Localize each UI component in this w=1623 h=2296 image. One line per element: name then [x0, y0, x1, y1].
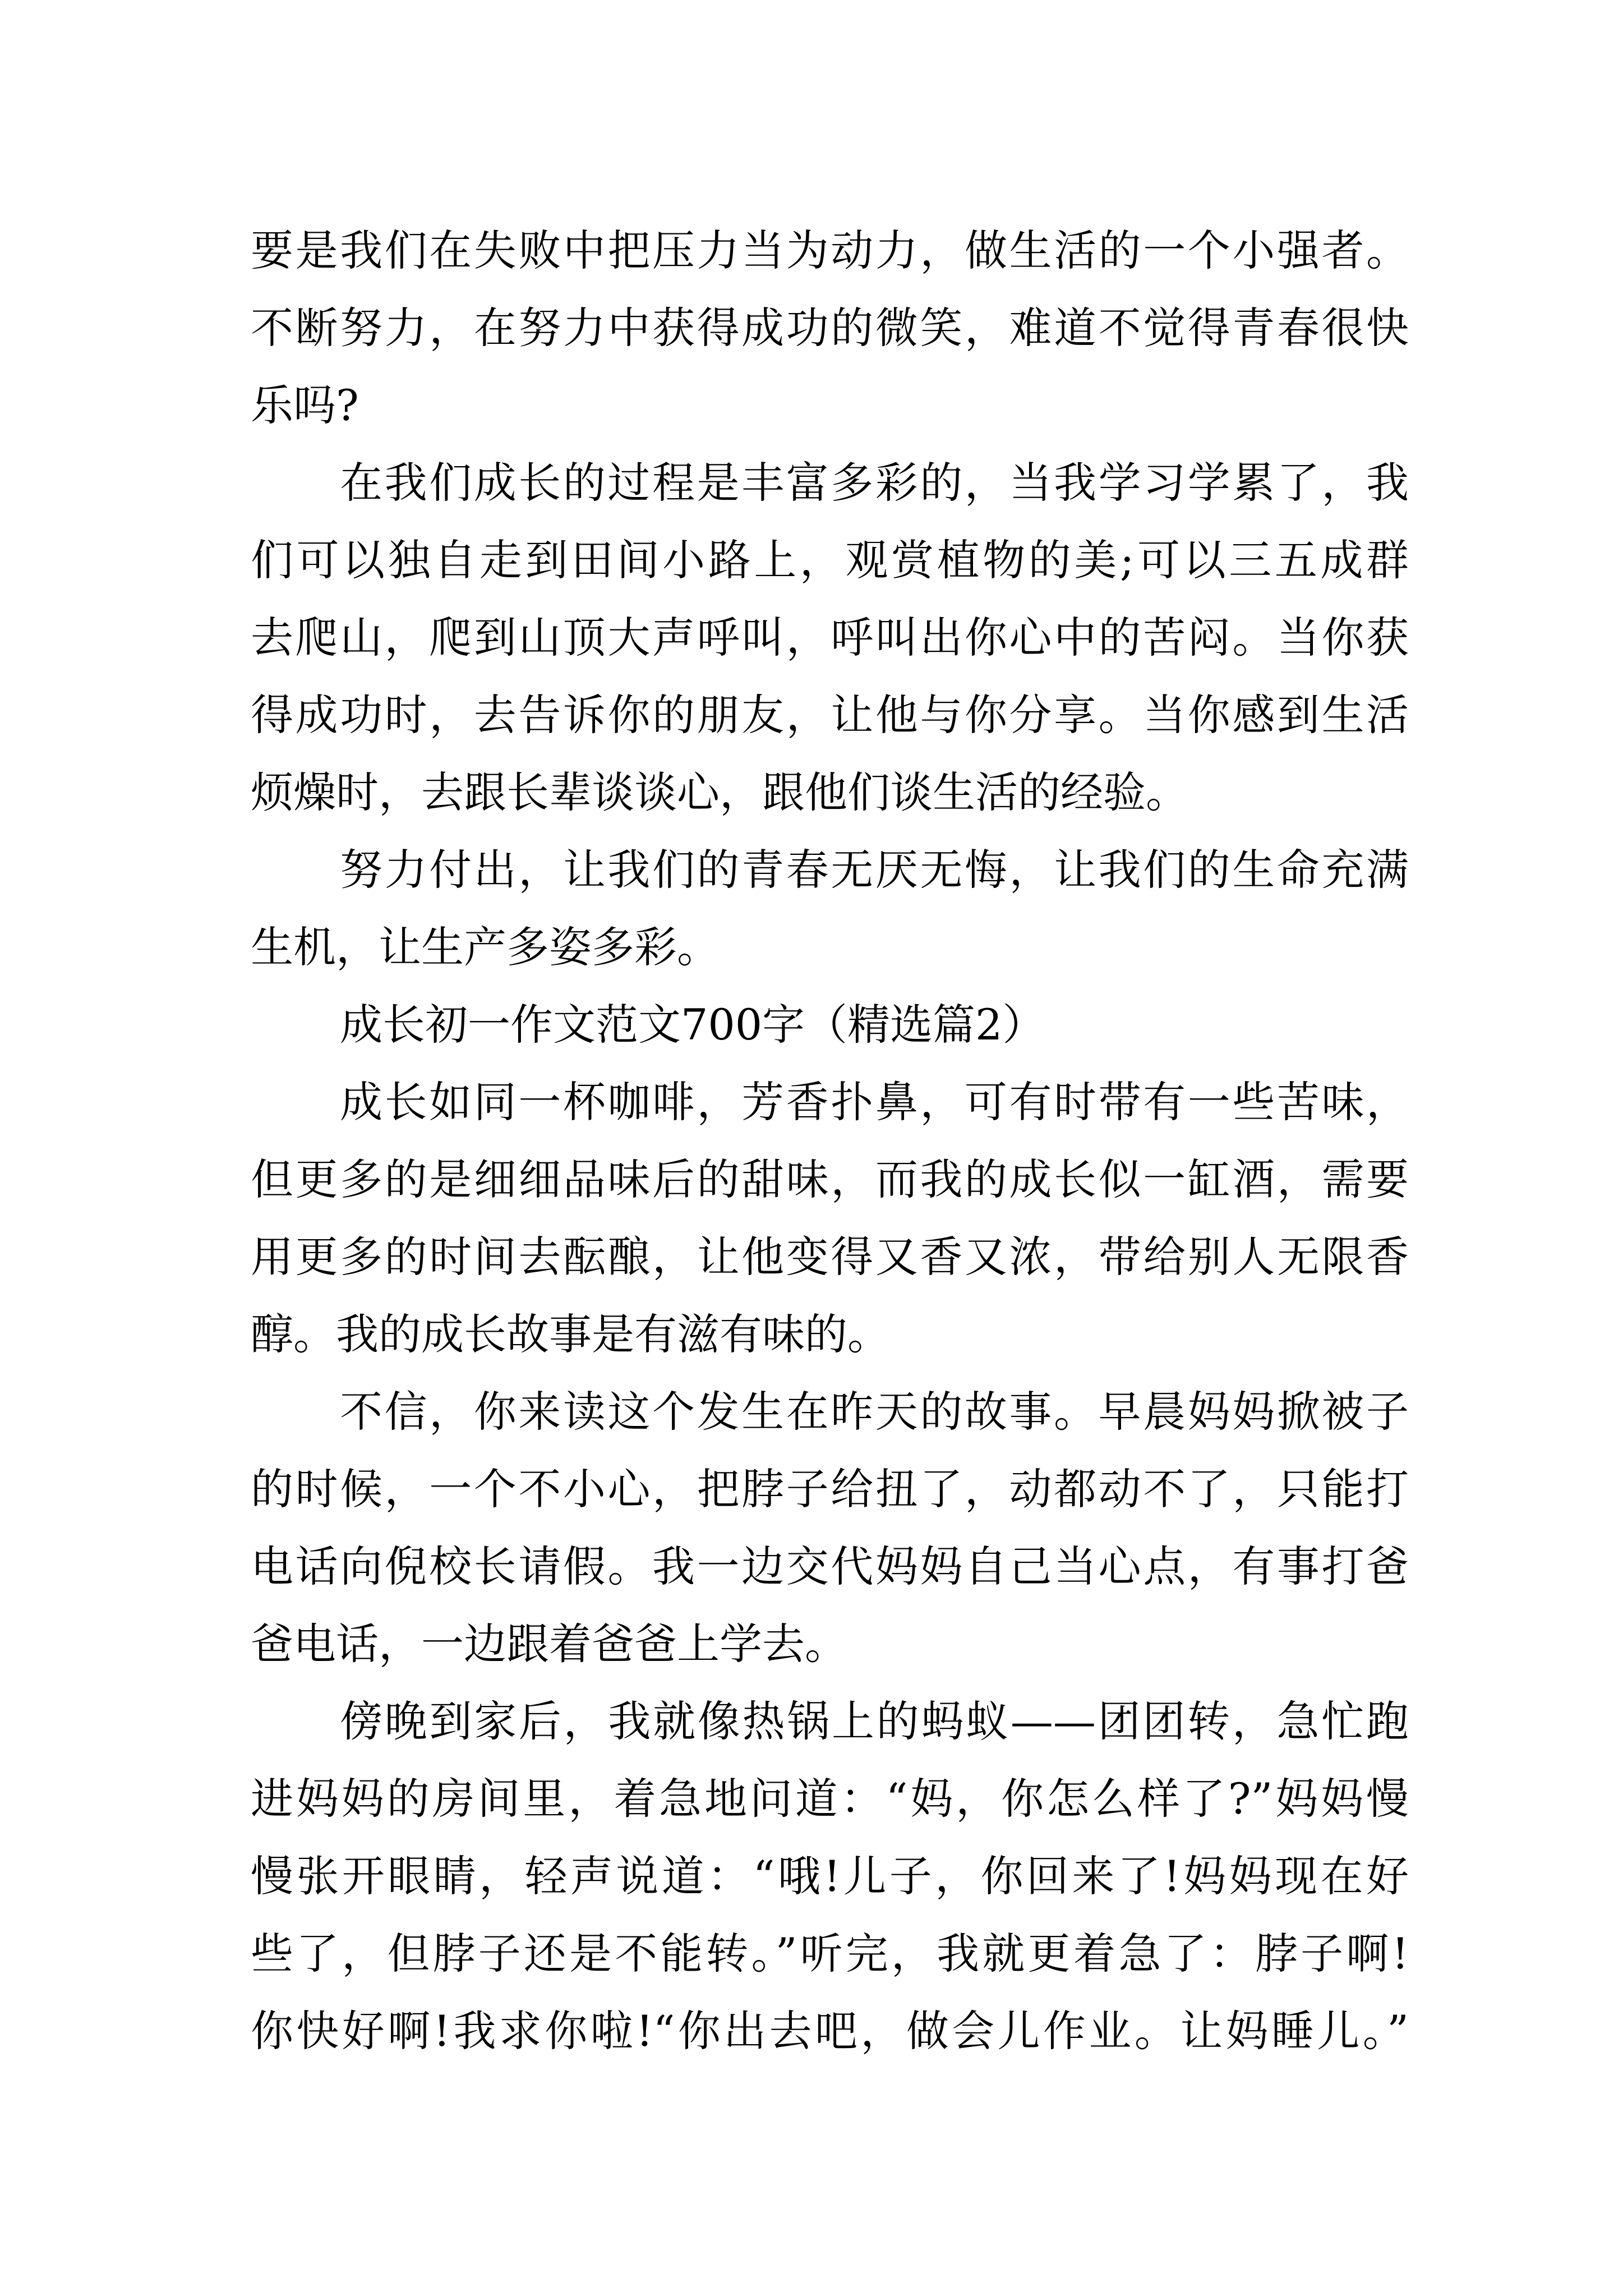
- text-line: 烦燥时，去跟长辈谈谈心，跟他们谈生活的经验。: [251, 767, 1188, 817]
- section-heading: [251, 986, 1409, 1064]
- paragraph: [251, 1064, 1409, 1373]
- text-line: 醇。我的成长故事是有滋有味的。: [251, 1309, 890, 1359]
- text-line: 不断努力，在努力中获得成功的微笑，难道不觉得青春很快: [251, 303, 1409, 353]
- text-line: 的时候，一个不小心，把脖子给扭了，动都动不了，只能打: [251, 1464, 1409, 1514]
- text-line: 爸电话，一边跟着爸爸上学去。: [251, 1619, 847, 1669]
- paragraph: [251, 1683, 1409, 2070]
- text-line: 进妈妈的房间里，着急地问道：“妈，你怎么样了?”妈妈慢: [251, 1774, 1409, 1824]
- text-line: 电话向倪校长请假。我一边交代妈妈自己当心点，有事打爸: [251, 1542, 1409, 1591]
- text-line: 在我们成长的过程是丰富多彩的，当我学习学累了，我: [340, 458, 1409, 508]
- text-line: 们可以独自走到田间小路上，观赏植物的美;可以三五成群: [251, 535, 1409, 585]
- text-line: 要是我们在失败中把压力当为动力，做生活的一个小强者。: [251, 226, 1409, 275]
- text-line: 但更多的是细细品味后的甜味，而我的成长似一缸酒，需要: [251, 1154, 1409, 1204]
- paragraph: [251, 444, 1409, 831]
- body-text: [251, 212, 1409, 2070]
- text-line: 傍晚到家后，我就像热锅上的蚂蚁——团团转，急忙跑: [340, 1696, 1409, 1746]
- text-line: 努力付出，让我们的青春无厌无悔，让我们的生命充满: [340, 845, 1409, 895]
- text-line: 用更多的时间去酝酿，让他变得又香又浓，带给别人无限香: [251, 1232, 1409, 1282]
- paragraph: [251, 831, 1409, 986]
- text-line: 慢张开眼睛，轻声说道：“哦!儿子，你回来了!妈妈现在好: [251, 1851, 1409, 1901]
- text-line: 你快好啊!我求你啦!“你出去吧，做会儿作业。让妈睡儿。”: [251, 2006, 1409, 2056]
- text-line: 得成功时，去告诉你的朋友，让他与你分享。当你感到生活: [251, 690, 1409, 740]
- paragraph: [251, 212, 1409, 444]
- text-line: 不信，你来读这个发生在昨天的故事。早晨妈妈掀被子: [340, 1387, 1409, 1437]
- text-line: 些了，但脖子还是不能转。”听完，我就更着急了：脖子啊!: [251, 1929, 1409, 1978]
- section-heading-text: 成长初一作文范文700字（精选篇2）: [340, 1000, 1045, 1050]
- text-line: 去爬山，爬到山顶大声呼叫，呼叫出你心中的苦闷。当你获: [251, 613, 1409, 662]
- paragraph: [251, 1373, 1409, 1683]
- text-line: 乐吗?: [251, 380, 359, 430]
- text-line: 生机，让生产多姿多彩。: [251, 922, 720, 972]
- text-line: 成长如同一杯咖啡，芳香扑鼻，可有时带有一些苦味，: [340, 1077, 1409, 1127]
